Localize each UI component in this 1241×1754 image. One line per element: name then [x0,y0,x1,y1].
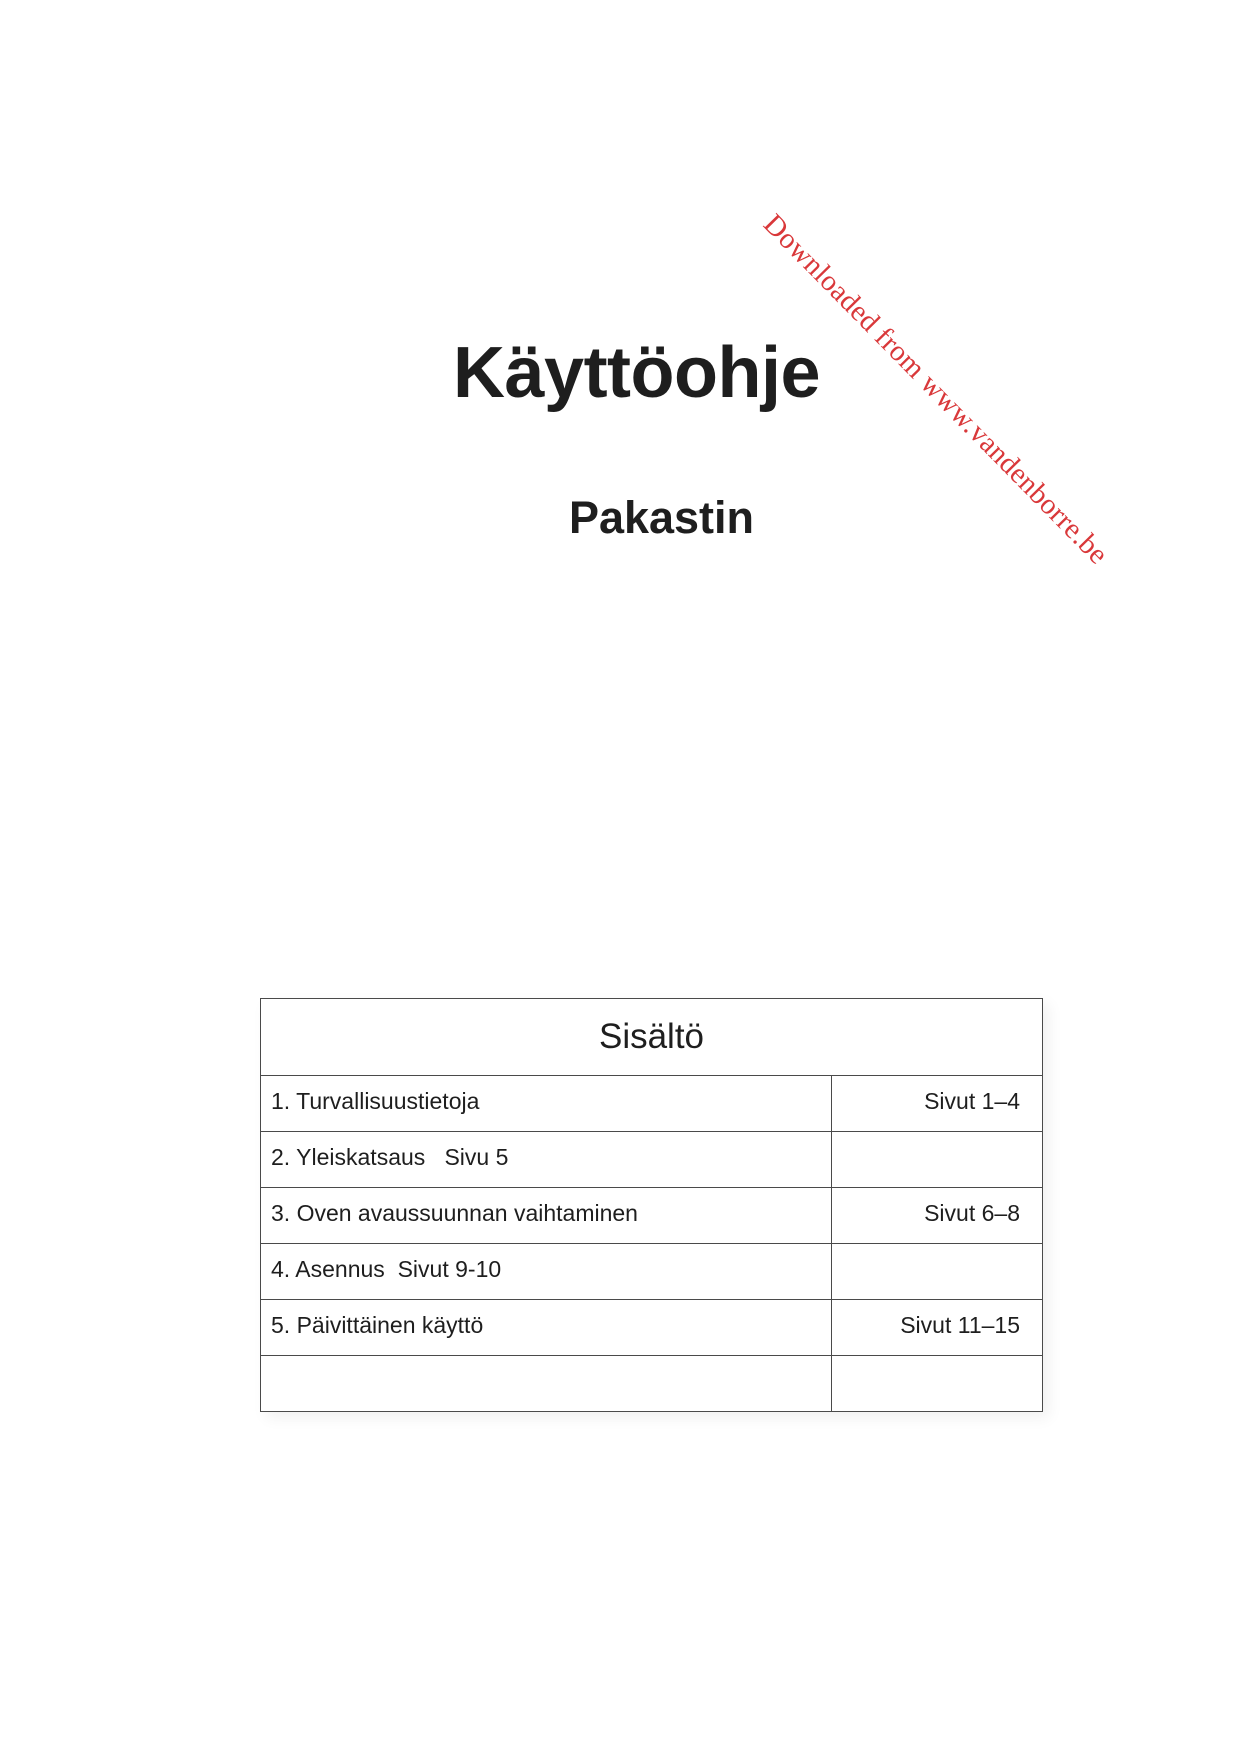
toc-row-pages: Sivut 11–15 [832,1300,1043,1356]
toc-row-pages: Sivut 1–4 [832,1076,1043,1132]
document-title: Käyttöohje [452,333,821,413]
toc-header-row [261,999,1043,1076]
table-of-contents [260,998,1043,1412]
toc-row-label: 1. Turvallisuustietoja [261,1076,832,1132]
toc-row [261,1300,1043,1356]
toc-row [261,1356,1043,1412]
document-subtitle: Pakastin [568,492,755,543]
toc-row-label: 5. Päivittäinen käyttö [261,1300,832,1356]
toc-row [261,1188,1043,1244]
toc-row [261,1244,1043,1300]
toc-row [261,1076,1043,1132]
toc-row-pages [832,1356,1043,1412]
toc-row-pages [832,1132,1043,1188]
download-watermark: Downloaded from www.vandenborre.be [757,208,1115,571]
toc-row-label: 2. Yleiskatsaus Sivu 5 [261,1132,832,1188]
toc-row-label [261,1356,832,1412]
toc-row [261,1132,1043,1188]
toc-row-label: 3. Oven avaussuunnan vaihtaminen [261,1188,832,1244]
toc-row-pages [832,1244,1043,1300]
toc-row-pages: Sivut 6–8 [832,1188,1043,1244]
toc-row-label: 4. Asennus Sivut 9-10 [261,1244,832,1300]
toc-heading: Sisältö [261,999,1043,1076]
